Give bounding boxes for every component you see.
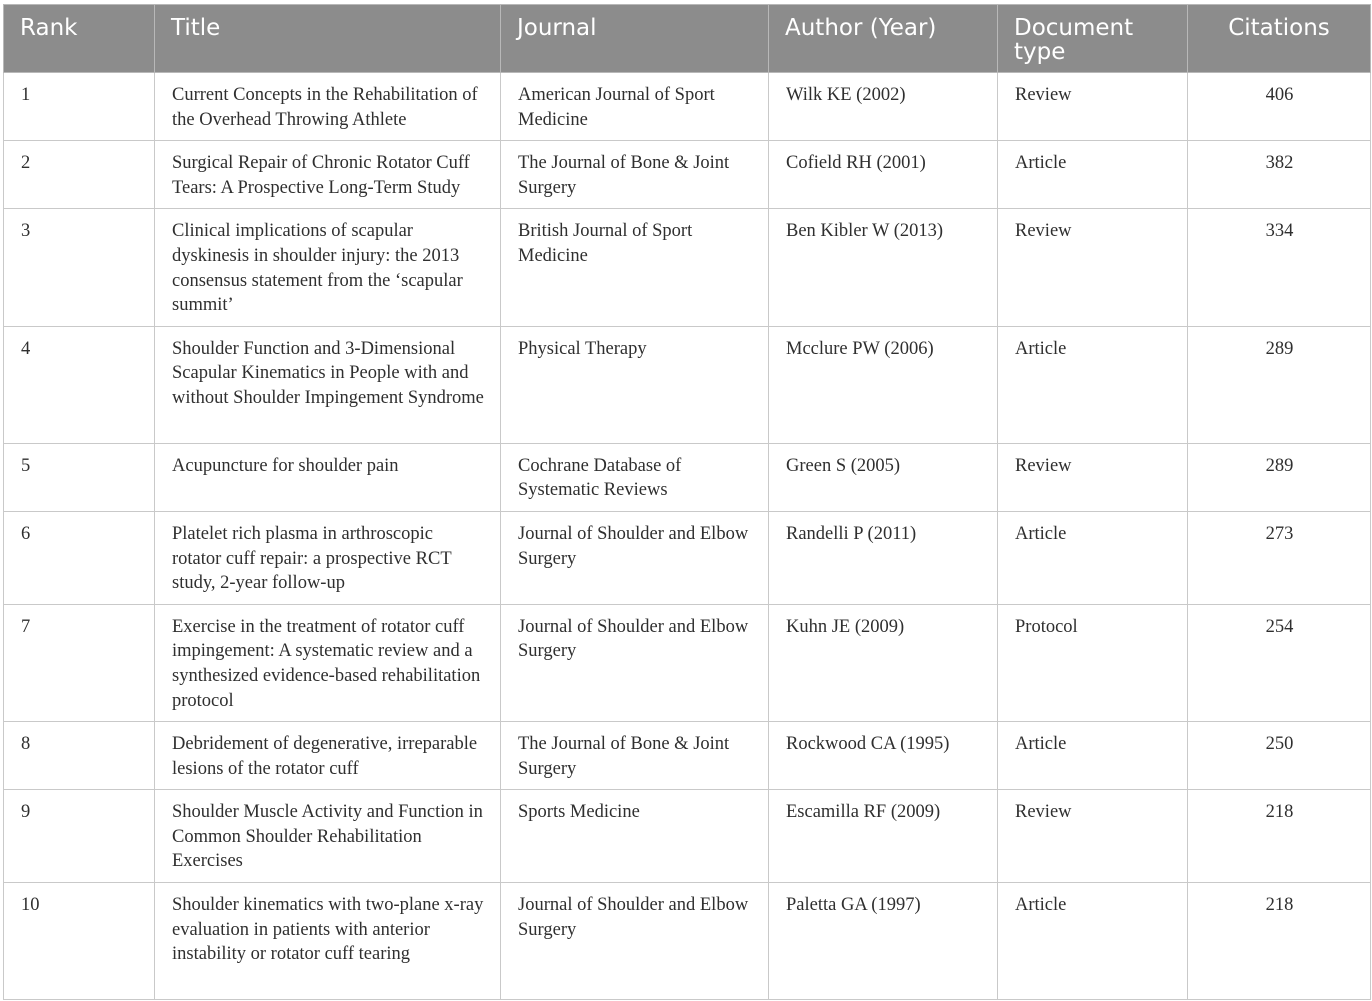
cell-journal: American Journal of Sport Medicine — [501, 73, 769, 141]
cell-author-year: Paletta GA (1997) — [769, 883, 998, 1000]
cell-rank: 6 — [4, 511, 155, 604]
cell-title: Acupuncture for shoulder pain — [155, 443, 501, 511]
cell-title: Clinical implications of scapular dyskinesis in shoulder injury: the 2013 consensus statement from the ‘scapular summit’ — [155, 209, 501, 326]
table-row — [4, 141, 1371, 209]
cell-journal: The Journal of Bone & Joint Surgery — [501, 141, 769, 209]
header-row — [4, 5, 1371, 73]
table-header — [4, 5, 1371, 73]
table-row — [4, 443, 1371, 511]
cell-rank: 8 — [4, 722, 155, 790]
cell-rank: 10 — [4, 883, 155, 1000]
cell-journal: Physical Therapy — [501, 326, 769, 443]
cell-title: Debridement of degenerative, irreparable lesions of the rotator cuff — [155, 722, 501, 790]
cell-citations: 289 — [1188, 443, 1371, 511]
table-body — [4, 73, 1371, 1000]
table-row — [4, 790, 1371, 883]
cell-title: Platelet rich plasma in arthroscopic rotator cuff repair: a prospective RCT study, 2-year follow-up — [155, 511, 501, 604]
citations-table — [3, 4, 1371, 1000]
cell-document-type: Article — [998, 141, 1188, 209]
cell-journal: Cochrane Database of Systematic Reviews — [501, 443, 769, 511]
cell-journal: British Journal of Sport Medicine — [501, 209, 769, 326]
cell-citations: 254 — [1188, 604, 1371, 721]
cell-document-type: Review — [998, 209, 1188, 326]
cell-citations: 334 — [1188, 209, 1371, 326]
cell-document-type: Article — [998, 883, 1188, 1000]
cell-title: Surgical Repair of Chronic Rotator Cuff Tears: A Prospective Long-Term Study — [155, 141, 501, 209]
cell-citations: 218 — [1188, 790, 1371, 883]
cell-author-year: Mcclure PW (2006) — [769, 326, 998, 443]
table-row — [4, 604, 1371, 721]
table-row — [4, 511, 1371, 604]
table-row — [4, 326, 1371, 443]
table-row — [4, 883, 1371, 1000]
cell-rank: 9 — [4, 790, 155, 883]
cell-title: Shoulder kinematics with two-plane x-ray evaluation in patients with anterior instability or rotator cuff tearing — [155, 883, 501, 1000]
header-rank: Rank — [4, 5, 155, 73]
cell-title: Shoulder Muscle Activity and Function in Common Shoulder Rehabilitation Exercises — [155, 790, 501, 883]
cell-document-type: Protocol — [998, 604, 1188, 721]
table-row — [4, 73, 1371, 141]
cell-author-year: Kuhn JE (2009) — [769, 604, 998, 721]
cell-rank: 7 — [4, 604, 155, 721]
cell-citations: 406 — [1188, 73, 1371, 141]
cell-author-year: Green S (2005) — [769, 443, 998, 511]
cell-document-type: Article — [998, 722, 1188, 790]
cell-journal: Journal of Shoulder and Elbow Surgery — [501, 604, 769, 721]
cell-rank: 1 — [4, 73, 155, 141]
table-row — [4, 722, 1371, 790]
cell-author-year: Wilk KE (2002) — [769, 73, 998, 141]
cell-title: Shoulder Function and 3-Dimensional Scapular Kinematics in People with and without Shoulder Impingement Syndrome — [155, 326, 501, 443]
cell-journal: Sports Medicine — [501, 790, 769, 883]
cell-citations: 273 — [1188, 511, 1371, 604]
cell-rank: 4 — [4, 326, 155, 443]
cell-citations: 382 — [1188, 141, 1371, 209]
cell-journal: Journal of Shoulder and Elbow Surgery — [501, 883, 769, 1000]
cell-citations: 289 — [1188, 326, 1371, 443]
cell-journal: Journal of Shoulder and Elbow Surgery — [501, 511, 769, 604]
cell-title: Exercise in the treatment of rotator cuff impingement: A systematic review and a synthesized evidence-based rehabilitation protocol — [155, 604, 501, 721]
cell-citations: 250 — [1188, 722, 1371, 790]
cell-citations: 218 — [1188, 883, 1371, 1000]
cell-title: Current Concepts in the Rehabilitation of the Overhead Throwing Athlete — [155, 73, 501, 141]
header-citations: Citations — [1188, 5, 1371, 73]
header-author-year: Author (Year) — [769, 5, 998, 73]
cell-author-year: Ben Kibler W (2013) — [769, 209, 998, 326]
cell-author-year: Escamilla RF (2009) — [769, 790, 998, 883]
cell-document-type: Article — [998, 326, 1188, 443]
cell-document-type: Review — [998, 73, 1188, 141]
cell-author-year: Cofield RH (2001) — [769, 141, 998, 209]
cell-author-year: Randelli P (2011) — [769, 511, 998, 604]
header-journal: Journal — [501, 5, 769, 73]
cell-document-type: Article — [998, 511, 1188, 604]
cell-document-type: Review — [998, 790, 1188, 883]
cell-journal: The Journal of Bone & Joint Surgery — [501, 722, 769, 790]
cell-rank: 3 — [4, 209, 155, 326]
cell-rank: 5 — [4, 443, 155, 511]
cell-author-year: Rockwood CA (1995) — [769, 722, 998, 790]
header-title: Title — [155, 5, 501, 73]
header-document-type: Document type — [998, 5, 1188, 73]
table-row — [4, 209, 1371, 326]
cell-rank: 2 — [4, 141, 155, 209]
cell-document-type: Review — [998, 443, 1188, 511]
